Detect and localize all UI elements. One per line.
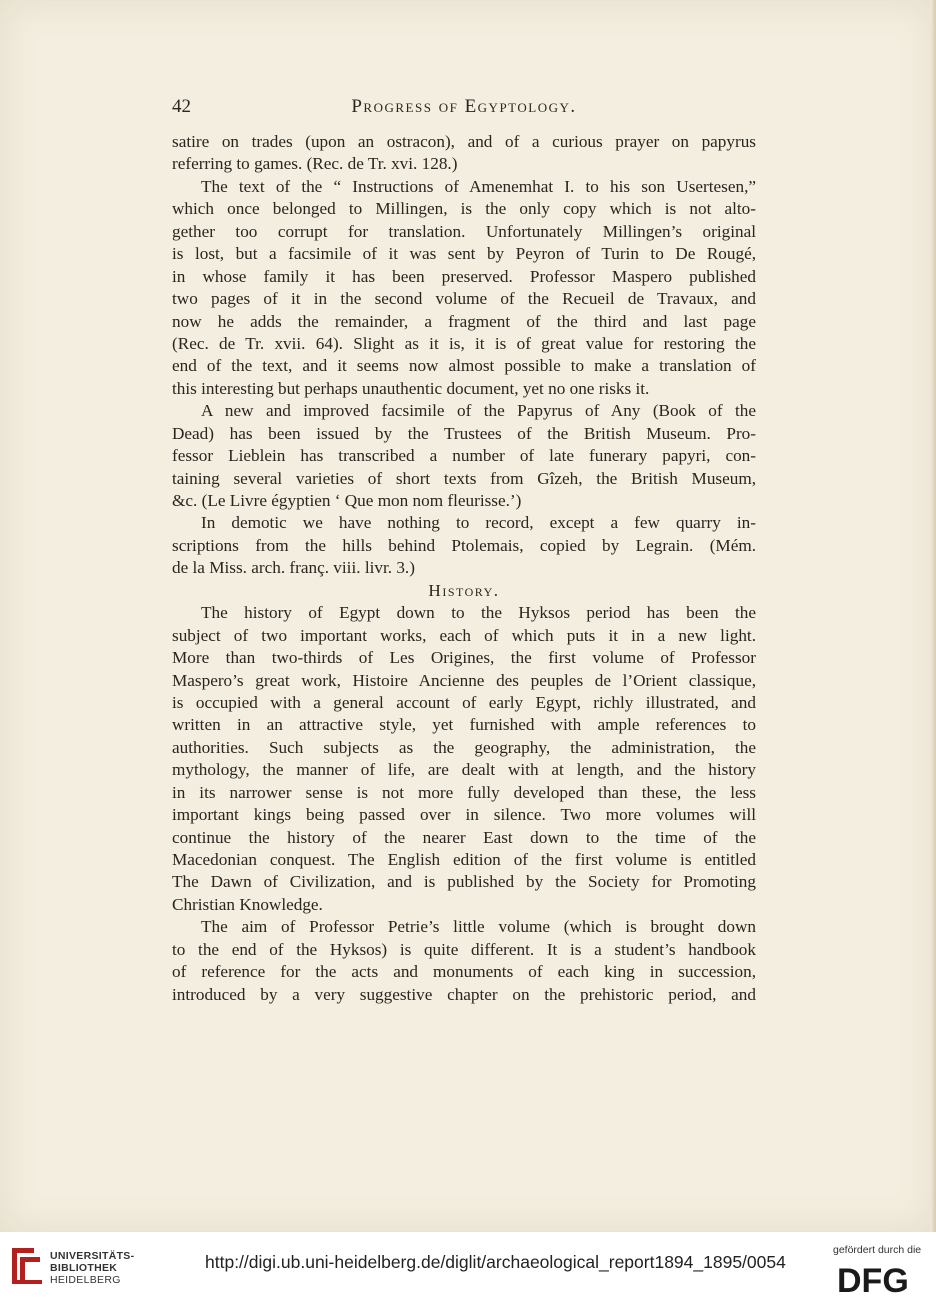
text-line: gether too corrupt for translation. Unfortunately Millingen’s original [172,221,756,241]
text-line: Maspero’s great work, Histoire Ancienne des peuples de l’Orient classique, [172,670,756,690]
body-text [172,131,756,1006]
text-line: end of the text, and it seems now almost possible to make a translation of [172,356,756,376]
text-line: subject of two important works, each of which puts it in a new light. [172,625,756,645]
text-line: (Rec. de Tr. xvii. 64). Slight as it is, it is of great value for restoring the [172,333,756,353]
dfg-logo-text: DFG [837,1262,909,1296]
section-heading: History. [428,580,500,600]
text-line: mythology, the manner of life, are dealt with at length, and the history [172,760,756,780]
text-line: More than two-thirds of Les Origines, the first volume of Professor [172,648,756,668]
text-line: The text of the “ Instructions of Amenemhat I. to his son Usertesen,” [201,176,756,196]
text-line: is lost, but a facsimile of it was sent by Peyron of Turin to De Rougé, [172,244,756,264]
dfg-logo-icon[interactable] [835,1262,925,1296]
page-number: 42 [172,96,191,117]
library-logo-icon[interactable] [10,1246,44,1288]
text-line: fessor Lieblein has transcribed a number of late funerary papyri, con- [172,446,756,466]
text-line: The Dawn of Civilization, and is published by the Society for Promoting [172,872,756,892]
library-name-line: UNIVERSITÄTS- [50,1250,135,1262]
text-line: now he adds the remainder, a fragment of the third and last page [172,311,756,331]
text-line: Macedonian conquest. The English edition of the first volume is entitled [172,850,756,869]
text-line: is occupied with a general account of early Egypt, richly illustrated, and [172,692,756,712]
text-line: Christian Knowledge. [172,894,323,914]
text-line: written in an attractive style, yet furnished with ample references to [172,715,756,735]
funder-block [833,1244,933,1296]
text-line: Dead) has been issued by the Trustees of the British Museum. Pro- [172,423,756,443]
permalink-url[interactable]: http://digi.ub.uni-heidelberg.de/diglit/archaeological_report1894_1895/0054 [205,1252,786,1272]
text-line: A new and improved facsimile of the Papyrus of Any (Book of the [201,401,756,421]
text-line: of reference for the acts and monuments of each king in succession, [172,962,756,982]
page-edge-shadow [930,0,936,1232]
text-line: scriptions from the hills behind Ptolemais, copied by Legrain. (Mém. [172,535,756,555]
text-line: important kings being passed over in silence. Two more volumes will [172,805,756,825]
running-title: Progress of Egyptology. [351,96,577,117]
text-line: in whose family it has been preserved. Professor Maspero published [172,266,756,286]
footer-bar [0,1232,936,1302]
text-line: &c. (Le Livre égyptien ‘ Que mon nom fleurisse.’) [172,491,522,510]
text-line: satire on trades (upon an ostracon), and of a curious prayer on papyrus [172,132,756,151]
text-line: which once belonged to Millingen, is the only copy which is not alto- [172,199,756,219]
library-name-line: BIBLIOTHEK [50,1262,118,1274]
text-line: in its narrower sense is not more fully developed than these, the less [172,782,756,802]
library-name[interactable] [50,1250,134,1286]
text-line: The history of Egypt down to the Hyksos period has been the [201,603,756,623]
funder-caption: gefördert durch die [833,1244,922,1256]
text-line: The aim of Professor Petrie’s little volume (which is brought down [201,917,756,937]
text-line: two pages of it in the second volume of the Recueil de Travaux, and [172,289,756,309]
text-line: continue the history of the nearer East down to the time of the [172,827,756,847]
text-line: taining several varieties of short texts from Gîzeh, the British Museum, [172,468,756,488]
library-name-line: HEIDELBERG [50,1274,121,1286]
text-line: referring to games. (Rec. de Tr. xvi. 128.) [172,154,458,174]
text-line: this interesting but perhaps unauthentic document, yet no one risks it. [172,378,650,398]
running-head [172,96,756,120]
text-line: authorities. Such subjects as the geography, the administration, the [172,737,756,757]
text-line: to the end of the Hyksos) is quite different. It is a student’s handbook [172,939,756,959]
text-line: introduced by a very suggestive chapter on the prehistoric period, and [172,984,756,1004]
text-line: de la Miss. arch. franç. viii. livr. 3.) [172,558,415,578]
text-line: In demotic we have nothing to record, except a few quarry in- [201,513,756,533]
